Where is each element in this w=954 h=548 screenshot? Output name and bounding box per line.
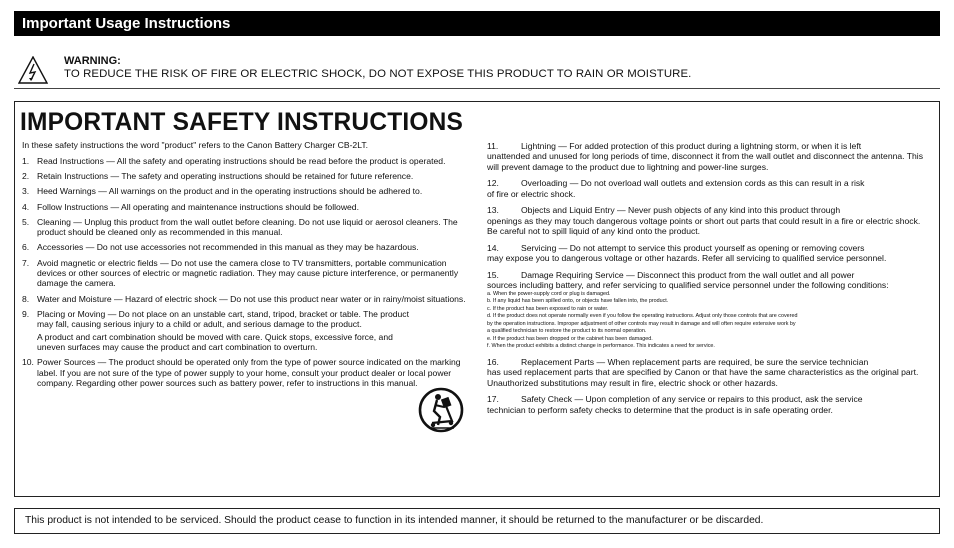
item-number: 2. (22, 171, 30, 182)
instruction-item (22, 258, 470, 289)
item-text: Avoid magnetic or electric fields — Do not use the camera close to TV transmitters, portable communication devices or other sources of electric or magnetic radiation. They may cause picture interference, or permanently damage the camera. (37, 257, 459, 289)
item-text: Servicing — Do not attempt to service this product yourself as opening or removing covers (521, 242, 865, 253)
electric-shock-warning-icon (18, 56, 48, 84)
condition-item: b. If any liquid has been spilled onto, or objects have fallen into, the product. (487, 298, 669, 305)
item-text-continued: has used replacement parts that are specified by Canon or that have the same characteristics as the original part. Unauthorized substitutions may result in fire, electric shock or other hazards. (487, 367, 919, 388)
instruction-item (22, 171, 470, 181)
instruction-item (22, 309, 470, 353)
item-number: 11. (487, 141, 499, 151)
instruction-item (487, 178, 927, 199)
warning-label: WARNING: (64, 55, 121, 67)
item-text-continued: unattended and unused for long periods of time, disconnect it from the wall outlet and disconnect the antenna. This will prevent damage to the product due to lightning and power-line surges. (487, 151, 924, 172)
condition-item: by the operation instructions. Improper adjustment of other controls may result in damage and will often require extensive work by (487, 320, 796, 327)
instruction-item (487, 141, 927, 172)
instruction-item (487, 394, 927, 415)
warning-text: TO REDUCE THE RISK OF FIRE OR ELECTRIC SHOCK, DO NOT EXPOSE THIS PRODUCT TO RAIN OR MOISTURE. (64, 68, 692, 80)
cart-tip-over-warning-icon (418, 387, 464, 433)
item-number: 16. (487, 356, 499, 367)
item-text: Power Sources — The product should be operated only from the type of power source indicated on the marking label. If you are not sure of the type of power supply to your home, consult your product dealer or local power company. Regarding other power sources such as battery power, refer to instructions in this manual. (37, 357, 461, 389)
item-text-continued: sources including battery, and refer servicing to qualified service personnel under the following conditions: (487, 280, 889, 291)
condition-item: c. If the product has been exposed to rain or water. (487, 305, 609, 312)
item-text: Follow Instructions — All operating and maintenance instructions should be followed. (37, 201, 359, 212)
footer-notice: This product is not intended to be serviced. Should the product cease to function in its intended manner, it should be returned to the manufacturer or be discarded. (14, 508, 940, 534)
instruction-item (22, 357, 470, 388)
warning-divider (14, 88, 940, 89)
page-title: IMPORTANT SAFETY INSTRUCTIONS (20, 108, 464, 136)
condition-item: d. If the product does not operate normally even if you follow the operating instructions. Adjust only those controls that are covered (487, 313, 798, 320)
item-text: Read Instructions — All the safety and operating instructions should be read before the product is operated. (37, 156, 446, 166)
right-column (487, 141, 927, 421)
item-text-continued: technician to perform safety checks to determine that the product is in safe operating order. (487, 404, 833, 415)
item-text: Lightning — For added protection of this product during a lightning storm, or when it is left (521, 141, 862, 151)
instruction-item (487, 205, 927, 236)
left-column (22, 156, 470, 393)
section-header: Important Usage Instructions (14, 11, 940, 36)
item-text: Placing or Moving — Do not place on an unstable cart, stand, tripod, bracket or table. The product may fall, causing serious injury to a child or adult, and serious damage to the product. (37, 308, 409, 330)
instruction-item (487, 270, 927, 351)
instruction-item (22, 217, 470, 238)
item-number: 13. (487, 205, 499, 216)
item-text: Accessories — Do not use accessories not recommended in this manual as they may be hazardous. (37, 242, 419, 253)
item-text: Objects and Liquid Entry — Never push objects of any kind into this product through (521, 205, 841, 216)
item-extra-text: A product and cart combination should be moved with care. Quick stops, excessive force, and uneven surfaces may cause the product and cart combination to overturn. (37, 331, 393, 353)
instruction-item (22, 242, 470, 252)
damage-conditions-list (487, 291, 927, 351)
item-number: 10. (22, 357, 34, 368)
item-number: 9. (22, 308, 30, 319)
item-text-continued: openings as they may touch dangerous voltage points or short out parts that could result in a fire or electric shock. Be careful not to spill liquid of any kind onto the product. (487, 215, 921, 237)
condition-item: e. If the product has been dropped or the cabinet has been damaged. (487, 335, 653, 342)
item-text-continued: may expose you to dangerous voltage or other hazards. Refer all servicing to qualified service personnel. (487, 253, 887, 264)
item-number: 6. (22, 242, 30, 253)
item-text-continued: of fire or electric shock. (487, 188, 576, 199)
instruction-item (487, 357, 927, 388)
item-text: Safety Check — Upon completion of any service or repairs to this product, ask the service (521, 394, 863, 405)
item-number: 3. (22, 186, 30, 197)
item-number: 5. (22, 216, 30, 227)
item-number: 4. (22, 201, 30, 212)
instruction-item (487, 243, 927, 264)
item-number: 12. (487, 178, 499, 189)
item-text: Retain Instructions — The safety and operating instructions should be retained for future reference. (37, 171, 414, 182)
item-text: Damage Requiring Service — Disconnect this product from the wall outlet and all power (521, 269, 855, 280)
condition-item: a qualified technician to restore the product to its normal operation. (487, 328, 647, 335)
item-number: 8. (22, 293, 30, 304)
item-number: 7. (22, 257, 30, 268)
item-text: Heed Warnings — All warnings on the product and in the operating instructions should be adhered to. (37, 186, 423, 197)
item-number: 1. (22, 156, 30, 166)
item-text: Cleaning — Unplug this product from the wall outlet before cleaning. Do not use liquid or aerosol cleaners. The product should be cleaned only as recommended in this manual. (37, 216, 458, 238)
instruction-item (22, 186, 470, 196)
instruction-item (22, 294, 470, 304)
item-number: 15. (487, 269, 499, 280)
item-number: 14. (487, 242, 499, 253)
instruction-item (22, 156, 470, 166)
item-text: Water and Moisture — Hazard of electric shock — Do not use this product near water or in rainy/moist situations. (37, 293, 466, 304)
condition-item: a. When the power-supply cord or plug is damaged. (487, 290, 611, 297)
item-text: Overloading — Do not overload wall outlets and extension cords as this can result in a risk (521, 178, 865, 189)
item-text: Replacement Parts — When replacement parts are required, be sure the service technician (521, 356, 869, 367)
instruction-item (22, 202, 470, 212)
condition-item: f. When the product exhibits a distinct change in performance. This indicates a need for service. (487, 343, 715, 350)
intro-text: In these safety instructions the word "product" refers to the Canon Battery Charger CB-2LT. (22, 140, 369, 150)
item-number: 17. (487, 394, 499, 405)
